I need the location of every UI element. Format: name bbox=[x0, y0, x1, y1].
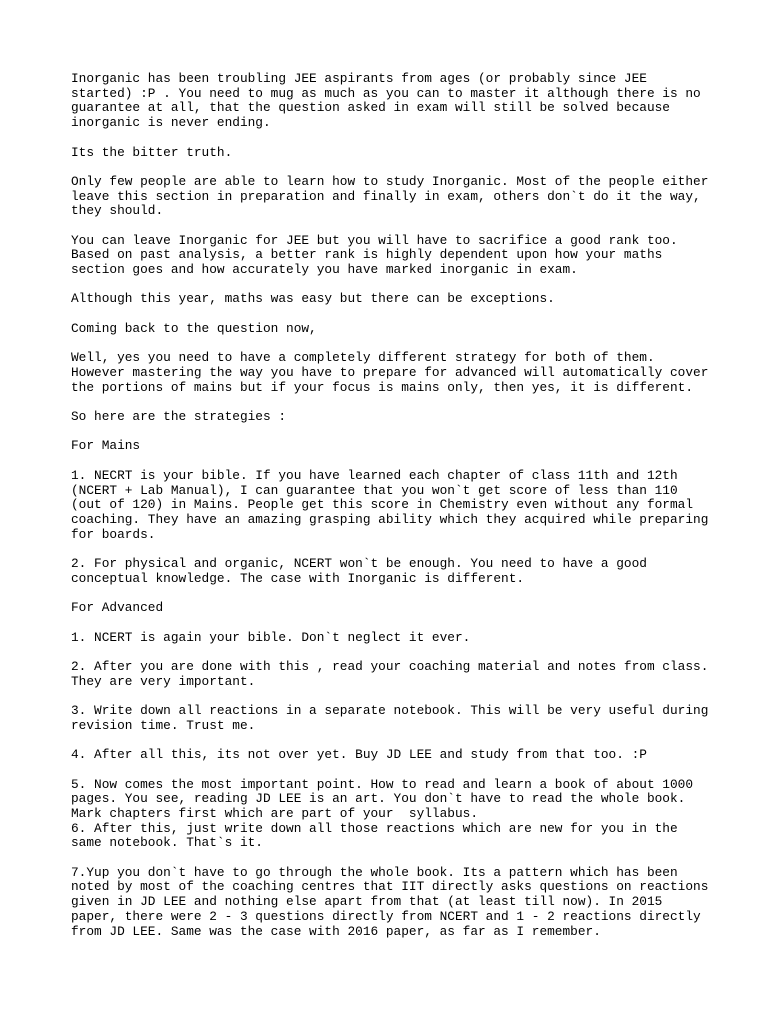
paragraph-maths-easy: Although this year, maths was easy but there can be exceptions. bbox=[71, 291, 555, 307]
list-item-advanced-6: 6. After this, just write down all those reactions which are new for you in the same notebook. That`s it. bbox=[71, 820, 678, 851]
list-item-mains-2: 2. For physical and organic, NCERT won`t be enough. You need to have a good conceptual knowledge. The case with Inorganic is different. bbox=[71, 556, 647, 586]
heading-for-mains: For Mains bbox=[71, 438, 141, 454]
list-item-advanced-4: 4. After all this, its not over yet. Buy JD LEE and study from that too. :P bbox=[71, 747, 647, 763]
paragraph-strategies-intro: So here are the strategies : bbox=[71, 409, 287, 425]
paragraph-intro: Inorganic has been troubling JEE aspirants from ages (or probably since JEE started) :P . You need to mug as much as you can to master it although there is no guarantee at all, that the question asked in exam will still be solved because inorganic is never ending. bbox=[71, 71, 701, 131]
paragraph-coming-back: Coming back to the question now, bbox=[71, 320, 317, 336]
list-item-advanced-2: 2. After you are done with this , read your coaching material and notes from class. They are very important. bbox=[71, 658, 709, 689]
list-item-advanced-7: 7.Yup you don`t have to go through the whole book. Its a pattern which has been noted by most of the coaching centres that IIT directly asks questions on reactions given in JD LEE and nothing else apart from that (at least till now). In 2015 paper, there were 2 - 3 questions directly from NCERT and 1 - 2 reactions directly from JD LEE. Same was the case with 2016 paper, as far as I remember. bbox=[71, 864, 709, 939]
list-item-mains-1: 1. NECRT is your bible. If you have learned each chapter of class 11th and 12th (NCERT + Lab Manual), I can guarantee that you won`t get score of less than 110 (out of 120) in Mains. People get this score in Chemistry even without any formal coaching. They have an amazing grasping ability which they acquired while preparing for boards. bbox=[71, 467, 709, 542]
document-body bbox=[71, 72, 711, 954]
list-item-advanced-3: 3. Write down all reactions in a separate notebook. This will be very useful during revision time. Trust me. bbox=[71, 703, 709, 733]
list-item-advanced-1: 1. NCERT is again your bible. Don`t neglect it ever. bbox=[71, 629, 471, 645]
paragraph-different-strategy: Well, yes you need to have a completely different strategy for both of them. However mastering the way you have to prepare for advanced will automatically cover the portions of mains but if your focus is mains only, then yes, it is different. bbox=[71, 350, 709, 395]
paragraph-leave-inorganic: You can leave Inorganic for JEE but you will have to sacrifice a good rank too. Based on past analysis, a better rank is highly dependent upon how your maths section goes and how accurately you have marked inorganic in exam. bbox=[71, 232, 678, 278]
paragraph-few-people: Only few people are able to learn how to study Inorganic. Most of the people either leave this section in preparation and finally in exam, others don`t do it the way, they should. bbox=[71, 173, 709, 219]
paragraph-bitter-truth: Its the bitter truth. bbox=[71, 144, 233, 160]
list-item-advanced-5: 5. Now comes the most important point. How to read and learn a book of about 1000 pages. You see, reading JD LEE is an art. You don`t have to read the whole book. Mark chapters first which are part of your syllabus. bbox=[71, 776, 694, 821]
heading-for-advanced: For Advanced bbox=[71, 600, 164, 616]
